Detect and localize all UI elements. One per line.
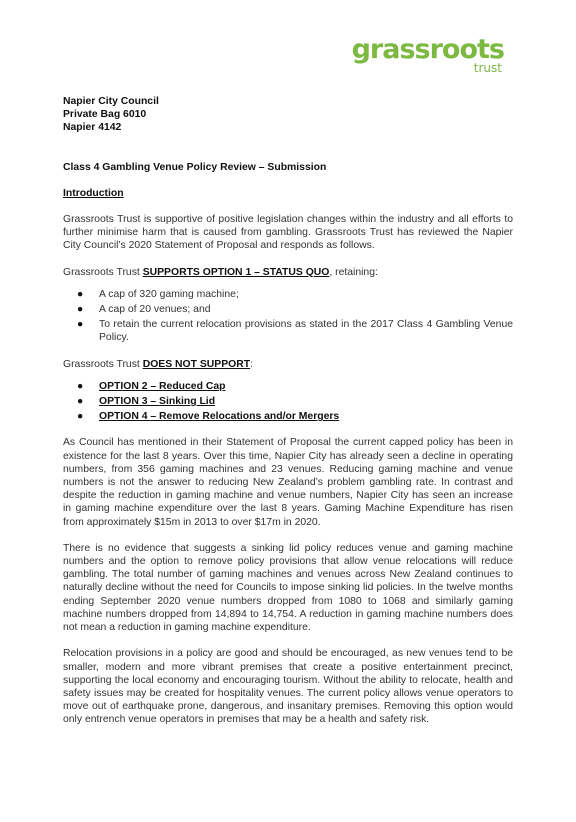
logo-subtitle: trust <box>473 61 502 75</box>
cap-paragraph: As Council has mentioned in their Statement of Proposal the current capped policy has been in existence for the last 8 years. Over this time, Napier City has already seen a decline in operating numbers, from 356 gaming machines and 23 venues. Reducing gaming machine and venue numbers is not the answer to reducing New Zealand’s problem gambling rate. In contrast and despite the reduction in gaming machine and venue numbers, Napier City has seen an increase in gaming machine expenditure over the last 8 years. Gaming Machine Expenditure has risen from approximately $15m in 2013 to over $17m in 2020. <box>63 437 513 528</box>
bullet-icon: ● <box>77 380 84 392</box>
address-line-3: Napier 4142 <box>63 122 122 134</box>
not-support-label: DOES NOT SUPPORT <box>142 358 251 370</box>
list-item: ● To retain the current relocation provisions as stated in the 2017 Class 4 Gambling Venue Policy. <box>77 319 513 344</box>
letter-body <box>63 95 513 727</box>
letter-subject: Class 4 Gambling Venue Policy Review – Submission <box>63 161 327 173</box>
sinking-lid-paragraph: There is no evidence that suggests a sinking lid policy reduces venue and gaming machine numbers and the option to remove policy provisions that allow venue relocations will reduce gambling. The total number of gaming machines and venues across New Zealand continues to naturally decline without the need for Councils to impose sinking lid policies. In the twelve months ending September 2020 venue numbers dropped from 1080 to 1068 and similarly gaming machine numbers dropped from 14,894 to 14,754. A reduction in gaming machine numbers does not mean a reduction in gaming machine expenditure. <box>63 542 513 634</box>
supports-prefix: Grassroots Trust <box>63 266 143 278</box>
intro-heading: Introduction <box>63 187 124 199</box>
grassroots-trust-logo <box>352 36 504 74</box>
bullet-icon: ● <box>77 319 84 331</box>
logo-wordmark: grassroots <box>351 34 504 65</box>
not-support-suffix: : <box>250 358 253 370</box>
intro-paragraph: Grassroots Trust is supportive of positive legislation changes within the industry and all efforts to further minimise harm that is caused from gambling. Grassroots Trust has reviewed the Napier City Council’s 2020 Statement of Proposal and responds as follows. <box>63 214 513 252</box>
support-list <box>63 288 513 345</box>
bullet-icon: ● <box>77 411 84 423</box>
list-item: ● OPTION 3 – Sinking Lid <box>77 396 216 408</box>
not-support-prefix: Grassroots Trust <box>63 358 143 370</box>
list-item: ● OPTION 4 – Remove Relocations and/or Mergers <box>77 411 340 423</box>
bullet-icon: ● <box>77 288 84 300</box>
supports-suffix: , retaining: <box>329 266 378 278</box>
not-support-statement <box>63 358 513 371</box>
list-item: ● A cap of 20 venues; and <box>77 304 211 316</box>
address-line-2: Private Bag 6010 <box>63 109 147 121</box>
address-line-1: Napier City Council <box>63 96 159 107</box>
supports-statement <box>63 266 513 279</box>
list-item: ● OPTION 2 – Reduced Cap <box>77 380 226 392</box>
list-item: ● A cap of 320 gaming machine; <box>77 288 239 300</box>
relocation-paragraph: Relocation provisions in a policy are good and should be encouraged, as new venues tend to be smaller, modern and more vibrant premises that create a positive entertainment precinct, supporting the local economy and encouraging tourism. Without the ability to relocate, health and safety issues may be created for hospitality venues. The current policy allows venue operators to move out of earthquake prone, dangerous, and insanitary premises. Removing this option would only entrench venue operators in premises that may be a health and safety risk. <box>63 648 513 726</box>
recipient-address <box>63 95 513 135</box>
bullet-icon: ● <box>77 396 84 408</box>
bullet-icon: ● <box>77 304 84 316</box>
not-support-list <box>63 380 513 424</box>
supports-option: SUPPORTS OPTION 1 – STATUS QUO <box>142 266 330 278</box>
